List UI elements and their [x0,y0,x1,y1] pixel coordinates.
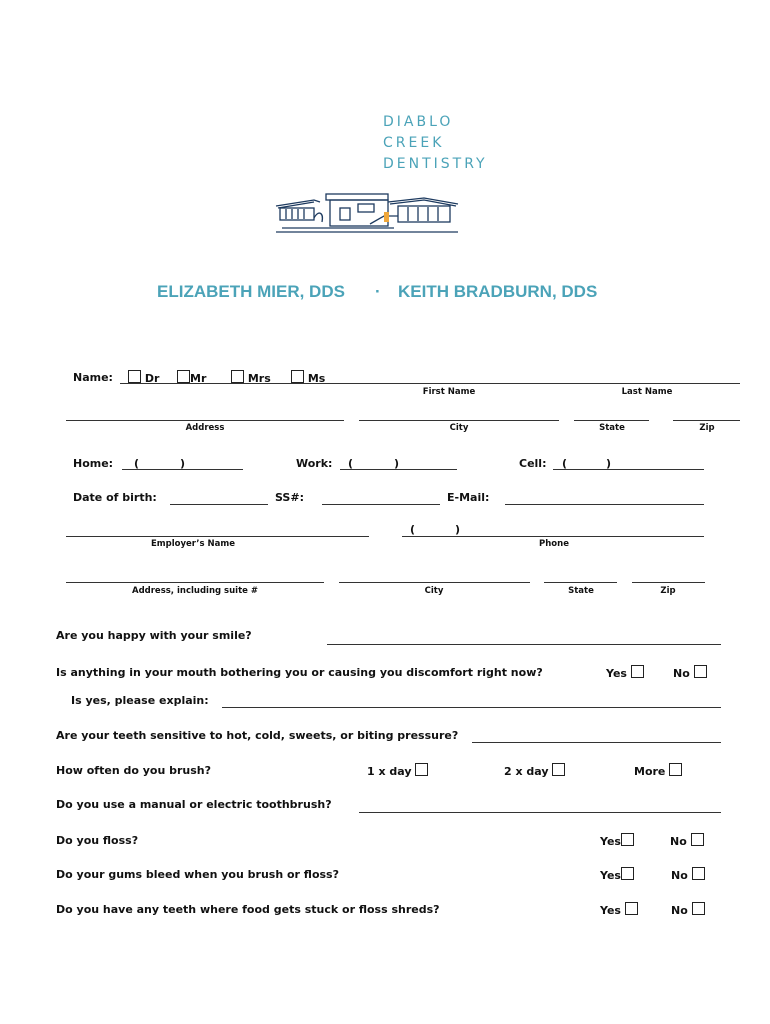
logo-line-1: DIABLO [383,114,454,130]
brush-once-label: 1 x day [367,765,412,778]
title-dr-label: Dr [144,372,160,385]
discomfort-yes[interactable] [606,665,644,680]
last-name-caption: Last Name [621,387,673,397]
name-label: Name: [73,371,113,384]
gums-yes[interactable] [600,867,634,882]
employer-state-caption: State [568,586,594,596]
zip-caption: Zip [699,423,715,433]
dob-line[interactable] [170,504,268,505]
home-paren-open: ( [134,457,140,470]
checkbox-mr[interactable] [177,370,190,383]
food-yes[interactable] [600,902,638,917]
employer-line[interactable] [66,536,369,537]
title-mr-label: Mr [190,372,207,385]
state-line[interactable] [574,420,649,421]
brush-more-label: More [634,765,666,778]
gums-no-label: No [671,869,688,882]
name-line[interactable] [120,383,740,384]
title-mrs-label: Mrs [247,372,271,385]
brush-once[interactable] [367,763,428,778]
employer-address-line[interactable] [66,582,324,583]
floss-no-label: No [670,835,687,848]
title-ms[interactable] [291,370,325,385]
food-no[interactable] [671,902,705,917]
title-dr[interactable] [128,370,159,385]
cell-label: Cell: [519,457,547,470]
address-line[interactable] [66,420,344,421]
checkbox-ms[interactable] [291,370,304,383]
building-logo-icon [274,192,460,236]
question-floss: Do you floss? [56,834,139,847]
logo-line-3: DENTISTRY [383,156,488,172]
employer-caption: Employer’s Name [150,539,236,549]
checkbox-discomfort-yes[interactable] [631,665,644,678]
employer-phone-line[interactable] [402,536,704,537]
cell-paren-open: ( [562,457,568,470]
checkbox-floss-yes[interactable] [621,833,634,846]
cell-paren-close: ) [606,457,612,470]
logo-line-2: CREEK [383,135,445,151]
explain-label: Is yes, please explain: [71,694,209,707]
first-name-caption: First Name [422,387,476,397]
floss-yes[interactable] [600,833,634,848]
employer-address-caption: Address, including suite # [131,586,258,596]
email-line[interactable] [505,504,704,505]
cell-phone-line[interactable] [553,469,704,470]
doctor-separator: · [375,282,381,301]
brush-twice[interactable] [504,763,565,778]
brush-twice-label: 2 x day [504,765,549,778]
title-mr[interactable] [177,370,206,385]
question-sensitive: Are your teeth sensitive to hot, cold, sweets, or biting pressure? [56,729,459,742]
checkbox-brush-twice[interactable] [552,763,565,776]
dob-label: Date of birth: [73,491,157,504]
checkbox-food-yes[interactable] [625,902,638,915]
work-paren-open: ( [348,457,354,470]
answer-sensitive-line[interactable] [472,742,721,743]
employer-phone-caption: Phone [539,539,569,549]
gums-no[interactable] [671,867,705,882]
gums-yes-label: Yes [600,869,621,882]
question-brush: How often do you brush? [56,764,212,777]
checkbox-brush-once[interactable] [415,763,428,776]
zip-line[interactable] [673,420,740,421]
state-caption: State [599,423,625,433]
employer-city-line[interactable] [339,582,530,583]
checkbox-dr[interactable] [128,370,141,383]
employer-zip-caption: Zip [660,586,676,596]
employer-paren-close: ) [455,523,461,536]
title-ms-label: Ms [307,372,326,385]
employer-state-line[interactable] [544,582,617,583]
floss-no[interactable] [670,833,704,848]
employer-city-caption: City [424,586,444,596]
doctor-right: KEITH BRADBURN, DDS [398,282,598,301]
explain-line[interactable] [222,707,721,708]
doctor-left: ELIZABETH MIER, DDS [157,282,345,301]
title-mrs[interactable] [231,370,271,385]
checkbox-floss-no[interactable] [691,833,704,846]
city-line[interactable] [359,420,559,421]
question-discomfort: Is anything in your mouth bothering you or causing you discomfort right now? [56,666,543,679]
checkbox-brush-more[interactable] [669,763,682,776]
checkbox-gums-yes[interactable] [621,867,634,880]
question-happy-smile: Are you happy with your smile? [56,629,252,642]
address-caption: Address [185,423,225,433]
home-label: Home: [73,457,114,470]
work-label: Work: [296,457,333,470]
brush-more[interactable] [634,763,682,778]
discomfort-yes-label: Yes [606,667,627,680]
discomfort-no[interactable] [673,665,707,680]
work-phone-line[interactable] [340,469,457,470]
checkbox-mrs[interactable] [231,370,244,383]
logo-wordmark [383,112,488,175]
food-yes-label: Yes [600,904,621,917]
work-paren-close: ) [394,457,400,470]
checkbox-gums-no[interactable] [692,867,705,880]
employer-zip-line[interactable] [632,582,705,583]
answer-happy-smile-line[interactable] [327,644,721,645]
ss-line[interactable] [322,504,440,505]
food-no-label: No [671,904,688,917]
question-food-stuck: Do you have any teeth where food gets stuck or floss shreds? [56,903,440,916]
email-label: E-Mail: [447,491,490,504]
discomfort-no-label: No [673,667,690,680]
city-caption: City [449,423,469,433]
home-paren-close: ) [180,457,186,470]
home-phone-line[interactable] [122,469,243,470]
question-toothbrush: Do you use a manual or electric toothbrush? [56,798,332,811]
question-gums-bleed: Do your gums bleed when you brush or floss? [56,868,339,881]
checkbox-discomfort-no[interactable] [694,665,707,678]
answer-toothbrush-line[interactable] [359,812,721,813]
checkbox-food-no[interactable] [692,902,705,915]
employer-paren-open: ( [410,523,416,536]
floss-yes-label: Yes [600,835,621,848]
ss-label: SS#: [275,491,304,504]
